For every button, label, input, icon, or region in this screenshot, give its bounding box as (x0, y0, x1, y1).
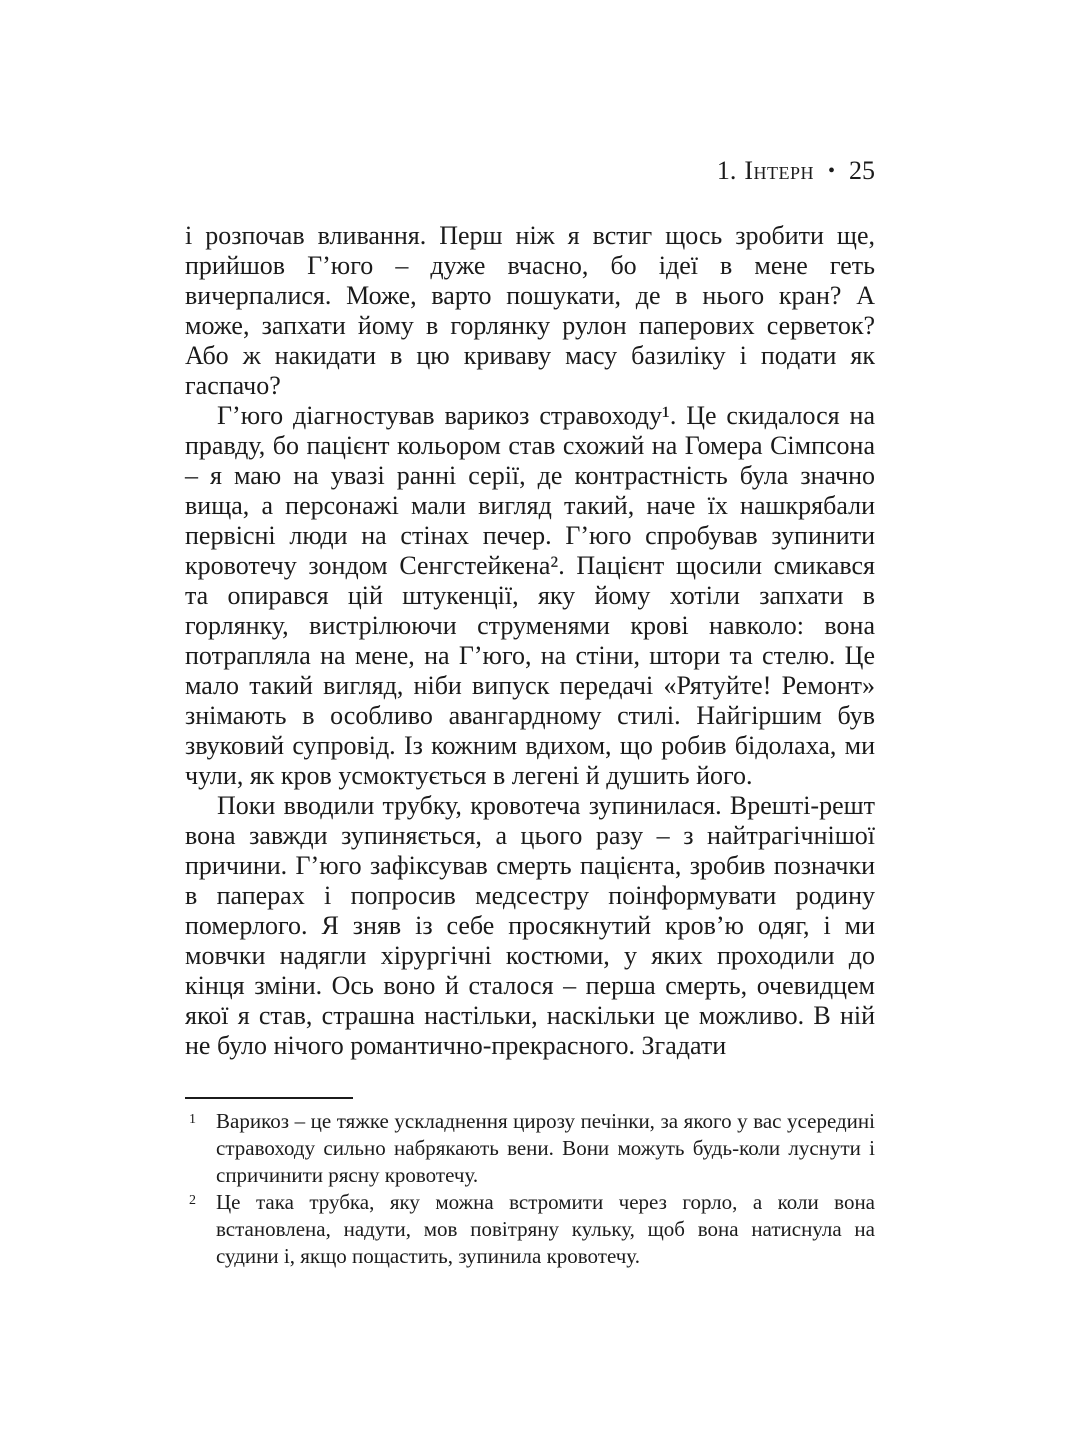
paragraph-1: і розпочав вливання. Перш ніж я встиг щось зробити ще, прийшов Г’юго – дуже вчасно, бо ідеї в мене геть вичерпалися. Може, варто пошукати, де в нього кран? А може, запхати йому в горлянку рулон паперових серветок? Або ж накидати в цю криваву масу базиліку і подати як гаспачо? (185, 221, 875, 400)
running-header (185, 156, 875, 186)
header-bullet-icon: • (827, 160, 835, 182)
footnote-separator-rule (185, 1097, 353, 1099)
footnote-text: Варикоз – це тяжке ускладнення цирозу печінки, за якого у вас усередині стравоходу сильно набрякають вени. Вони можуть будь-коли луснути і спричинити рясну кровотечу. (216, 1109, 875, 1187)
footnote-marker: 2 (189, 1193, 196, 1208)
footnote-item (185, 1189, 875, 1270)
footnotes-section (185, 1097, 875, 1270)
chapter-number: 1. (716, 156, 737, 185)
footnote-text: Це така трубка, яку можна встромити через горло, а коли вона встановлена, надути, мов повітряну кульку, щоб вона натиснула на судини і, якщо пощастить, зупинила кровотечу. (216, 1190, 875, 1268)
footnote-item (185, 1108, 875, 1189)
paragraph-2: Г’юго діагностував варикоз стравоходу¹. Це скидалося на правду, бо пацієнт кольором став схожий на Гомера Сімпсона – я маю на увазі ранні серії, де контрастність була значно вища, а персонажі мали вигляд такий, наче їх нашкрябали первісні люди на стінах печер. Г’юго спробував зупинити кровотечу зондом Сенгстейкена². Пацієнт щосили смикався та опирався цій штукенції, яку йому хотіли запхати в горлянку, вистрілюючи струменями крові навколо: вона потрапляла на мене, на Г’юго, на стіни, штори та стелю. Це мало такий вигляд, ніби випуск передачі «Рятуйте! Ремонт» знімають в особливо авангардному стилі. Найгіршим був звуковий супровід. Із кожним вдихом, що робив бідолаха, ми чули, як кров усмоктується в легені й душить його. (185, 401, 875, 790)
paragraph-3: Поки вводили трубку, кровотеча зупинилася. Врешті-решт вона завжди зупиняється, а цього разу – з найтрагічнішої причини. Г’юго зафіксував смерть пацієнта, зробив позначки в паперах і попросив медсестру поінформувати родину померлого. Я зняв із себе просякнутий кров’ю одяг, і ми мовчки надягли хірургічні костюми, у яких проходили до кінця зміни. Ось воно й сталося – перша смерть, очевидцем якої я став, страшна настільки, наскільки це можливо. В ній не було нічого романтично-прекрасного. Згадати (185, 791, 875, 1060)
body-text (185, 221, 875, 1061)
chapter-title: Інтерн (744, 156, 814, 185)
footnote-marker: 1 (189, 1112, 196, 1127)
page-number: 25 (849, 156, 875, 185)
